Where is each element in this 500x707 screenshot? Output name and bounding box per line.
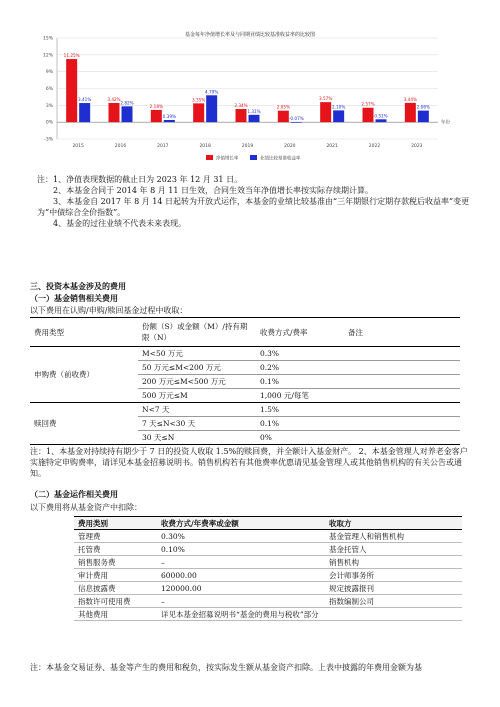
note-4: 4、基金的过往业绩不代表未来表现。 [53,219,187,228]
rate-cell: 0% [260,433,272,442]
data-label: 3.41% [78,97,92,103]
performance-bar-chart [0,0,500,170]
sales-fee-note: 注：1、本基金对持续持有期少于 7 日的投资人收取 1.5%的赎回费，并全额计入基金财产。 2、本基金管理人对养老金客户实施特定申购费率，请详见本基金招募说明书。销售机构若有其他费率优惠请见基金管理人或其他销售机构的有关公告或通知。 [30,447,468,478]
y-tick-label: 6% [45,87,53,92]
data-label: 3.44% [403,96,417,102]
y-tick-label: 3% [45,103,53,109]
chart-notes [37,174,477,229]
bar-benchmark [418,111,429,123]
amount-cell: M<50 万元 [138,347,256,361]
y-tick-label: -3% [44,137,53,143]
bar-nav-growth [363,108,374,122]
header-amount: 份额（S）或金额（M）/持有期限（N） [138,318,256,347]
rate-cell: 0.3% [256,347,344,361]
rate-cell: 60000.00 [157,569,325,582]
data-label: 2.57% [361,101,375,107]
x-tick-label: 2021 [326,144,338,149]
receiver-cell: 会计师事务所 [325,569,462,582]
rate-cell: 120000.00 [157,582,325,595]
x-tick-label: 2022 [368,144,381,149]
note-2: 2、本基金合同于 2014 年 8 月 11 日生效，合同生效当年净值增长率按实际存续期计算。 [53,186,373,195]
rate-cell: 详见本基金招募说明书“基金的费用与税收”部分 [157,608,325,621]
chart-title: 基金每年净值增长率及与同期业绩比较基准收益率的比较图 [184,32,315,38]
category-cell: 托管费 [74,543,157,556]
remark-cell [344,403,460,417]
y-tick-label: 0% [45,120,53,126]
bar-nav-growth [66,59,77,122]
data-label: 1.31% [247,108,261,114]
category-cell: 信息披露费 [74,582,157,595]
receiver-cell: 规定披露报刊 [325,582,462,595]
bar-benchmark [122,106,133,122]
remark-cell [344,389,460,403]
rate-cell: – [157,556,325,569]
bar-benchmark [206,95,217,122]
rate-cell: 0.1% [256,375,344,389]
category-cell: 审计费用 [74,569,157,582]
remark-cell [344,375,460,389]
remark-cell [344,417,460,431]
legend-swatch [206,155,213,160]
bar-nav-growth [151,110,162,122]
x-tick-label: 2023 [411,144,423,149]
table-header-row [74,517,462,530]
header-category: 费用类别 [74,517,157,530]
bar-benchmark [249,115,260,122]
header-remark: 备注 [344,318,460,347]
data-label: 3.57% [319,96,333,102]
data-label: 0.51% [374,113,388,119]
bar-benchmark [291,122,302,123]
receiver-cell: 指数编制公司 [325,595,462,608]
x-tick-label: 2018 [199,144,211,149]
fee-type-subscribe: 申购费（前收费） [30,347,138,403]
category-cell: 其他费用 [74,608,157,621]
amount-cell: 500 万元≤M [138,389,256,403]
y-tick-label: 9% [45,70,53,76]
data-label: 4.79% [205,89,219,95]
rate-cell: 0.2% [256,361,344,375]
amount-cell: 200 万元≤M<500 万元 [138,375,256,389]
sales-fee-table [30,317,460,445]
rate-cell: 0.30% [157,530,325,543]
bar-nav-growth [320,102,331,122]
amount-cell: 7 天≤N<30 天 [138,417,256,431]
amount-cell: 30 天≤N [142,433,175,442]
table-header-row [30,318,460,347]
ops-fee-intro: 以下费用将从基金资产中扣除： [30,503,142,512]
receiver-cell: 基金管理人和销售机构 [325,530,462,543]
table-row [74,582,462,595]
table-row [74,556,462,569]
data-label: 2.05% [276,104,290,110]
table-row [74,530,462,543]
data-label: 3.42% [107,96,121,102]
table-row [30,403,460,417]
remark-cell [344,431,460,445]
receiver-cell: 销售机构 [325,556,462,569]
rate-cell: 1.5% [256,403,344,417]
note-1: 注：1、净值表现数据的截止日为 2023 年 12 月 31 日。 [37,175,243,184]
category-cell: 指数许可使用费 [74,595,157,608]
bar-benchmark [79,103,90,122]
data-label: 2.10% [332,104,346,110]
receiver-cell [325,608,462,621]
data-label: 0.39% [162,113,176,119]
rate-cell: – [157,595,325,608]
ops-fee-table [74,516,462,621]
bar-nav-growth [278,111,289,123]
section-3-title: 三、投资本基金涉及的费用 [30,281,126,291]
remark-cell [344,361,460,375]
header-rate: 收费方式/年费率或金额 [157,517,325,530]
data-label: 3.35% [192,97,206,103]
bar-nav-growth [193,103,204,122]
bar-nav-growth [405,103,416,122]
bar-benchmark [376,119,387,122]
y-tick-label: 12% [42,53,53,59]
table-row [30,347,460,361]
x-axis-unit: 年份 [441,120,450,126]
header-rate: 收费方式/费率 [256,318,344,347]
remark-cell [344,347,460,361]
x-tick-label: 2019 [241,144,254,149]
table-row [74,543,462,556]
legend-swatch [250,155,257,160]
amount-cell: N<7 天 [138,403,256,417]
x-tick-label: 2016 [114,144,127,149]
x-tick-label: 2020 [284,144,296,149]
header-fee-type: 费用类型 [30,318,138,347]
ops-fee-subtitle: （二）基金运作相关费用 [30,489,118,499]
legend-label: 业绩比较基准收益率 [260,156,301,162]
sales-fee-intro: 以下费用在认购/申购/赎回基金过程中收取： [30,306,188,315]
rate-cell: 0.1% [256,417,344,431]
table-row [74,595,462,608]
legend-label: 净值增长率 [216,156,239,162]
receiver-cell: 基金托管人 [325,543,462,556]
table-row [74,608,462,621]
rate-cell: 0.10% [157,543,325,556]
header-receiver: 收取方 [325,517,462,530]
bar-nav-growth [109,103,120,122]
bar-nav-growth [236,109,247,122]
rate-cell: 1,000 元/每笔 [256,389,344,403]
fee-type-redeem: 赎回费 [34,419,57,428]
data-label: 2.18% [149,103,163,109]
data-label: -0.07% [288,116,304,122]
data-label: 11.25% [63,53,80,59]
bar-benchmark [333,110,344,122]
category-cell: 管理费 [74,530,157,543]
sales-fee-subtitle: （一）基金销售相关费用 [30,293,118,303]
data-label: 2.34% [234,103,248,109]
data-label: 2.82% [120,100,134,106]
note-3: 3、本基金自 2017 年 8 月 14 日起转为开放式运作，本基金的业绩比较基准由“三年期银行定期存款税后收益率”变更为“中债综合全价指数”。 [37,197,470,217]
amount-cell: 50 万元≤M<200 万元 [138,361,256,375]
bar-benchmark [164,120,175,122]
category-cell: 销售服务费 [74,556,157,569]
bottom-note: 注：本基金交易证券、基金等产生的费用和税负，按实际发生额从基金资产扣除。上表中披露的年费用金额为基 [30,663,422,672]
y-tick-label: 15% [42,36,53,42]
x-tick-label: 2017 [157,144,169,149]
x-tick-label: 2015 [72,144,84,149]
data-label: 2.06% [416,104,430,110]
table-row [74,569,462,582]
